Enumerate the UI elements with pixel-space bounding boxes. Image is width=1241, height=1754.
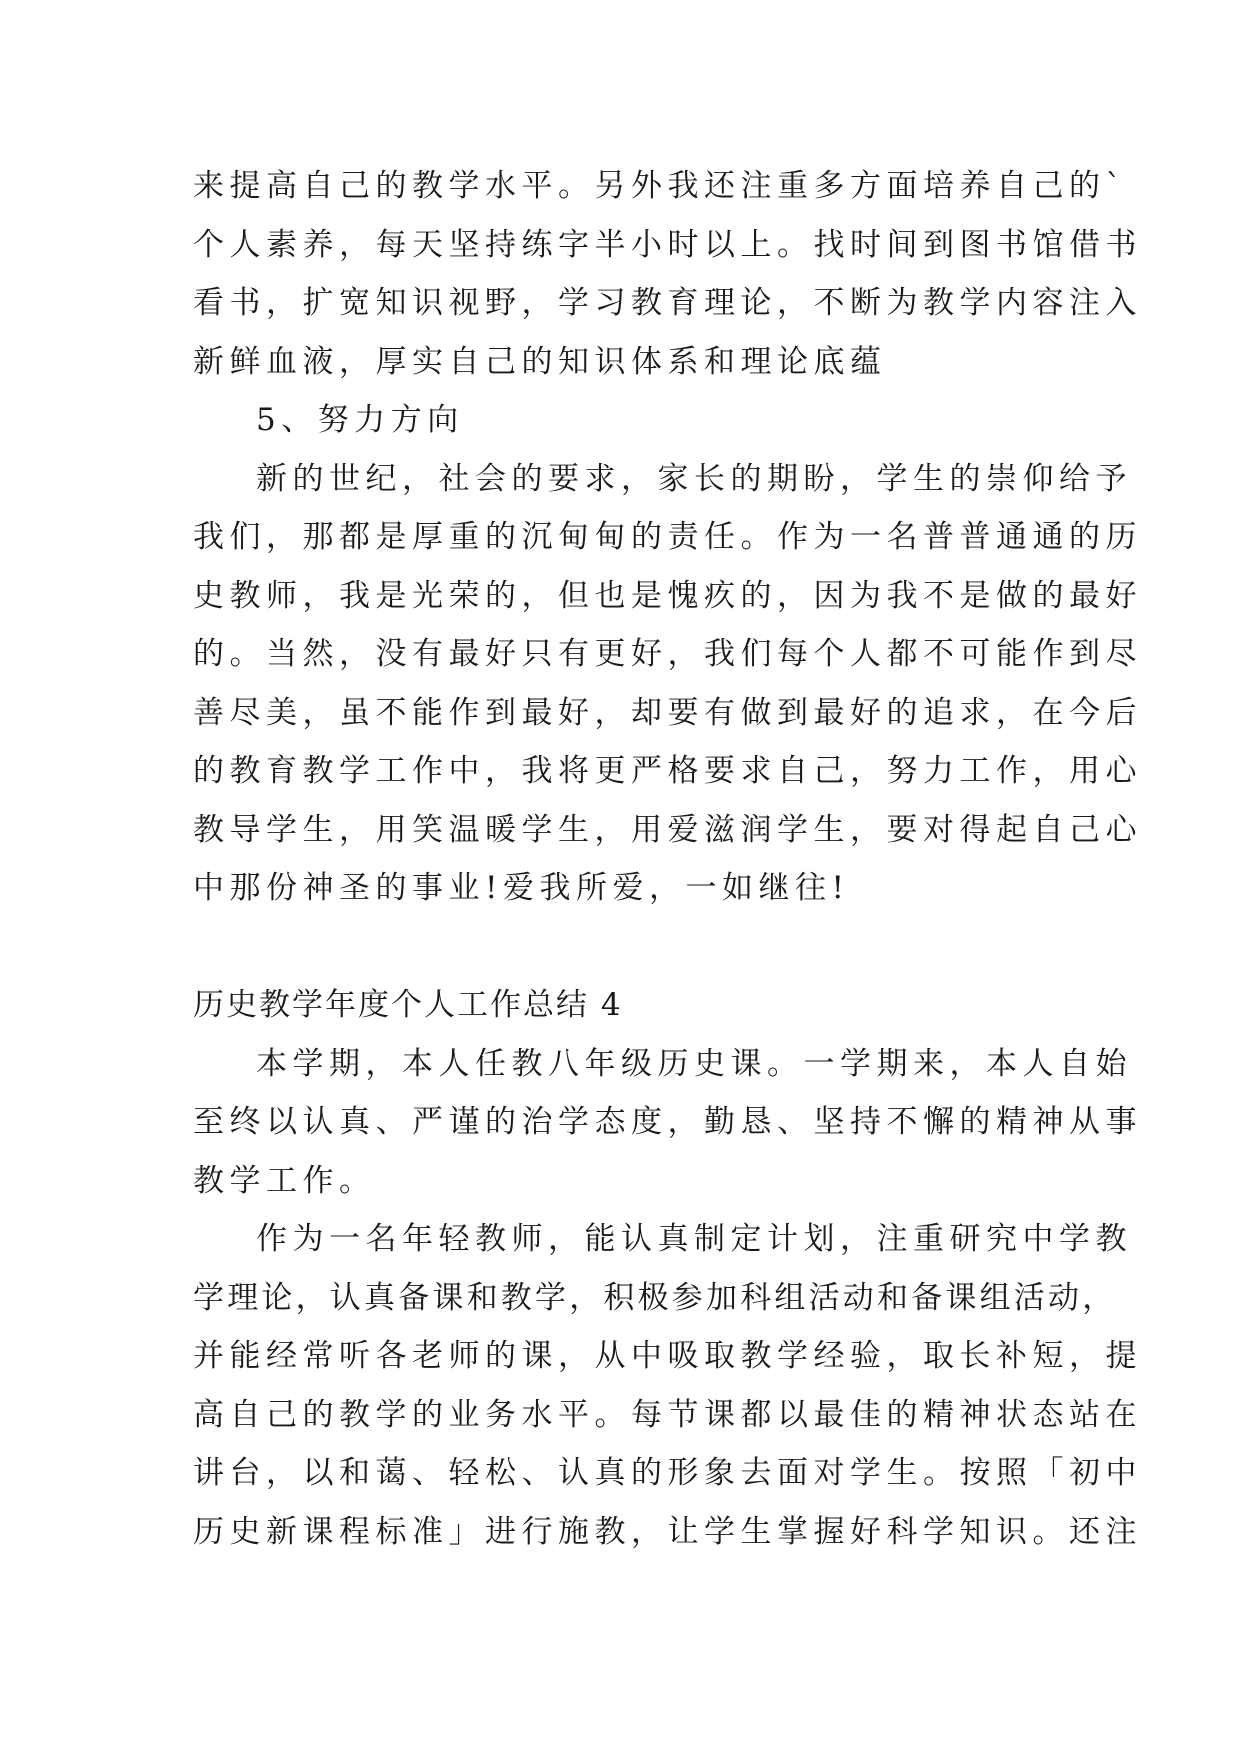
paragraph-line: 并能经常听各老师的课，从中吸取教学经验，取长补短，提 bbox=[193, 1338, 1142, 1374]
paragraph-line: 作为一名年轻教师，能认真制定计划，注重研究中学教 bbox=[256, 1221, 1132, 1257]
paragraph-line: 的教育教学工作中，我将更严格要求自己，努力工作，用心 bbox=[193, 753, 1142, 789]
paragraph-line: 我们，那都是厚重的沉甸甸的责任。作为一名普普通通的历 bbox=[193, 519, 1142, 555]
paragraph-line: 教导学生，用笑温暖学生，用爱滋润学生，要对得起自己心 bbox=[193, 812, 1142, 848]
paragraph-line: 本学期，本人任教八年级历史课。一学期来，本人自始 bbox=[256, 1046, 1132, 1082]
paragraph-line: 高自己的教学的业务水平。每节课都以最佳的精神状态站在 bbox=[193, 1397, 1142, 1433]
paragraph-line: 新鲜血液，厚实自己的知识体系和理论底蕴 bbox=[193, 344, 887, 380]
paragraph-line: 新的世纪，社会的要求，家长的期盼，学生的崇仰给予 bbox=[256, 461, 1132, 497]
section-heading: 5、努力方向 bbox=[256, 402, 464, 438]
paragraph-line: 历史新课程标准」进行施教，让学生掌握好科学知识。还注 bbox=[193, 1514, 1142, 1550]
paragraph-line: 个人素养，每天坚持练字半小时以上。找时间到图书馆借书 bbox=[193, 227, 1142, 263]
paragraph-line: 看书，扩宽知识视野，学习教育理论，不断为教学内容注入 bbox=[193, 285, 1142, 321]
paragraph-line: 史教师，我是光荣的，但也是愧疚的，因为我不是做的最好 bbox=[193, 578, 1142, 614]
document-title: 历史教学年度个人工作总结 4 bbox=[193, 987, 623, 1023]
paragraph-line: 的。当然，没有最好只有更好，我们每个人都不可能作到尽 bbox=[193, 636, 1142, 672]
paragraph-line: 中那份神圣的事业!爱我所爱，一如继往! bbox=[193, 870, 850, 906]
paragraph-line: 善尽美，虽不能作到最好，却要有做到最好的追求，在今后 bbox=[193, 695, 1142, 731]
paragraph-line: 至终以认真、严谨的治学态度，勤恳、坚持不懈的精神从事 bbox=[193, 1104, 1142, 1140]
paragraph-line: 来提高自己的教学水平。另外我还注重多方面培养自己的` bbox=[193, 168, 1127, 204]
paragraph-line: 教学工作。 bbox=[193, 1163, 376, 1199]
paragraph-line: 学理论，认真备课和教学，积极参加科组活动和备课组活动， bbox=[193, 1280, 1117, 1316]
paragraph-line: 讲台，以和蔼、轻松、认真的形象去面对学生。按照「初中 bbox=[193, 1455, 1142, 1491]
